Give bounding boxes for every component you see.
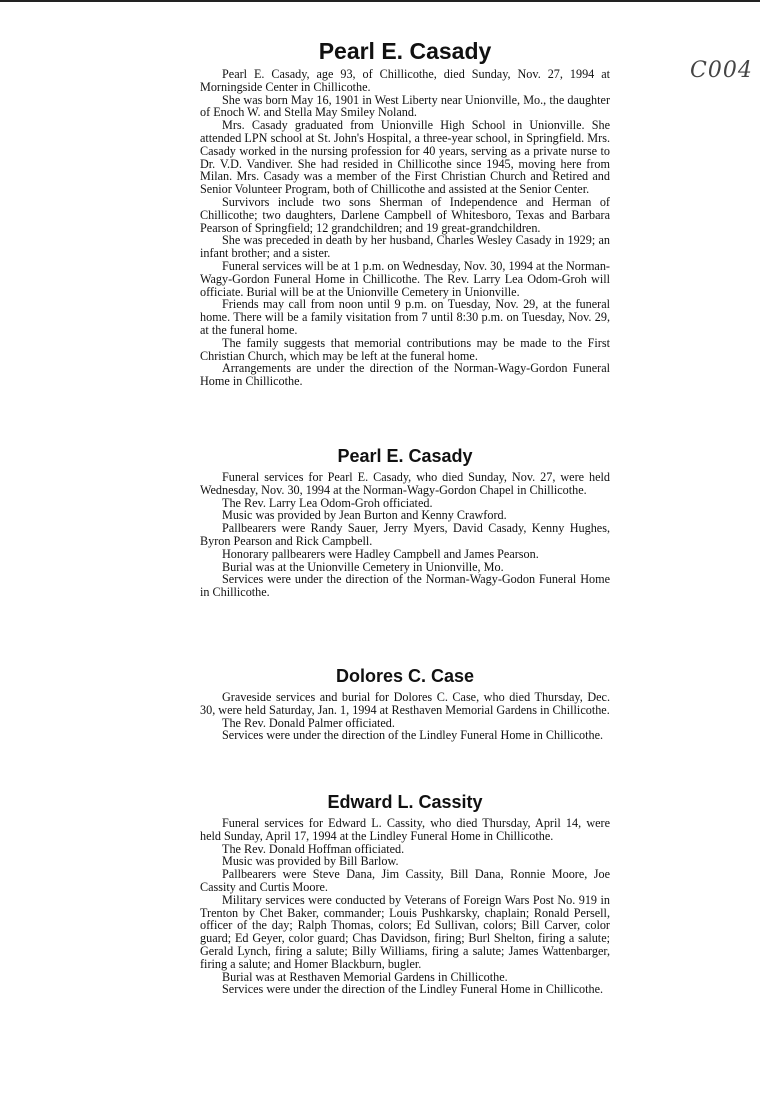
obituary-paragraph: Friends may call from noon until 9 p.m. on Tuesday, Nov. 29, at the funeral home. There will be a family visitation from 7 until 8:30 p.m. on Tuesday, Nov. 29, at the funeral home. [200,297,610,337]
handwritten-page-code: C004 [690,58,753,83]
obituary-paragraph: Survivors include two sons Sherman of Independence and Herman of Chillicothe; two daughters, Darlene Campbell of Whitesboro, Texas and Barbara Pearson of Springfield; 12 grandchildren; and 19 great-grandchildren. [200,194,610,235]
obituary-paragraph: Pearl E. Casady, age 93, of Chillicothe, died Sunday, Nov. 27, 1994 at Morningside Center in Chillicothe. [200,67,610,94]
obituary-title: Dolores C. Case [335,666,475,686]
obituary-paragraph: The Rev. Larry Lea Odom-Groh officiated. [222,495,433,510]
obituary-pearl-casady-services [200,446,610,599]
obituary-paragraph: Music was provided by Bill Barlow. [222,854,399,869]
obituary-paragraph: Honorary pallbearers were Hadley Campbell and James Pearson. [222,546,539,561]
obituary-title: Pearl E. Casady [318,38,492,64]
obituary-paragraph: She was preceded in death by her husband, Charles Wesley Casady in 1929; an infant brother; and a sister. [200,233,610,261]
obituary-paragraph: Services were under the direction of the Lindley Funeral Home in Chillicothe. [222,982,604,997]
obituary-paragraph: She was born May 16, 1901 in West Liberty near Unionville, Mo., the daughter of Enoch W. and Stella May Smiley Noland. [200,92,610,120]
obituary-pearl-casady [200,38,610,388]
obituary-paragraph: Mrs. Casady graduated from Unionville High School in Unionville. She attended LPN school at St. John's Hospital, a three-year school, in Springfield. Mrs. Casady worked in the nursing profession for 40 years, serving as a private nurse to Dr. V.D. Vandiver. She had resided in Chillicothe since 1945, moving here from Milan. Mrs. Casady was a member of the First Christian Church and Retired and Senior Volunteer Program, both of Chillicothe and assisted at the Senior Center. [200,118,610,197]
obituary-paragraph: Graveside services and burial for Dolores C. Case, who died Thursday, Dec. 30, were held Saturday, Jan. 1, 1994 at Resthaven Memorial Gardens in Chillicothe. [200,690,610,717]
obituary-paragraph: The Rev. Donald Hoffman officiated. [222,841,405,856]
obituary-paragraph: Pallbearers were Steve Dana, Jim Cassity, Bill Dana, Ronnie Moore, Joe Cassity and Curtis Moore. [200,867,610,894]
obituary-title: Pearl E. Casady [337,446,473,466]
obituary-dolores-case [200,666,610,742]
obituary-paragraph: Funeral services for Pearl E. Casady, who died Sunday, Nov. 27, were held Wednesday, Nov. 30, 1994 at the Norman-Wagy-Gordon Chapel in Chillicothe. [200,470,610,497]
obituary-paragraph: Arrangements are under the direction of the Norman-Wagy-Gordon Funeral Home in Chillicothe. [200,361,610,389]
obituary-paragraph: Military services were conducted by Veterans of Foreign Wars Post No. 919 in Trenton by Chet Baker, commander; Louis Pushkarsky, chaplain; Ronald Persell, officer of the day; Ralph Thomas, colors; Ed Sullivan, colors; Bill Carver, color guard; Ed Geyer, color guard; Chas Davidson, firing; Burl Shelton, firing a salute; Gerald Lynch, firing a salute; Billy Williams, firing a salute; James Wattenbarger, firing a salute; and Homer Blackburn, bugler. [200,892,610,971]
obituary-paragraph: Funeral services will be at 1 p.m. on Wednesday, Nov. 30, 1994 at the Norman-Wagy-Gordon Funeral Home in Chillicothe. The Rev. Larry Lea Odom-Groh will officiate. Burial will be at the Unionville Cemetery in Unionville. [200,258,610,299]
obituary-paragraph: Music was provided by Jean Burton and Kenny Crawford. [222,508,507,523]
obituary-paragraph: Burial was at the Unionville Cemetery in Unionville, Mo. [222,559,504,574]
obituary-paragraph: The Rev. Donald Palmer officiated. [222,715,395,730]
obituary-paragraph: Funeral services for Edward L. Cassity, who died Thursday, April 14, were held Sunday, April 17, 1994 at the Lindley Funeral Home in Chillicothe. [200,816,610,843]
obituary-edward-cassity [200,792,610,996]
obituary-paragraph: Services were under the direction of the Lindley Funeral Home in Chillicothe. [222,728,604,743]
obituary-paragraph: The family suggests that memorial contributions may be made to the First Christian Church, which may be left at the funeral home. [200,335,610,363]
obituary-paragraph: Services were under the direction of the Norman-Wagy-Godon Funeral Home in Chillicothe. [200,572,610,600]
obituary-paragraph: Burial was at Resthaven Memorial Gardens in Chillicothe. [222,969,508,984]
obituary-paragraph: Pallbearers were Randy Sauer, Jerry Myers, David Casady, Kenny Hughes, Byron Pearson and Rick Campbell. [200,521,610,548]
obituary-title: Edward L. Cassity [327,792,483,812]
top-edge-rule [0,0,760,2]
